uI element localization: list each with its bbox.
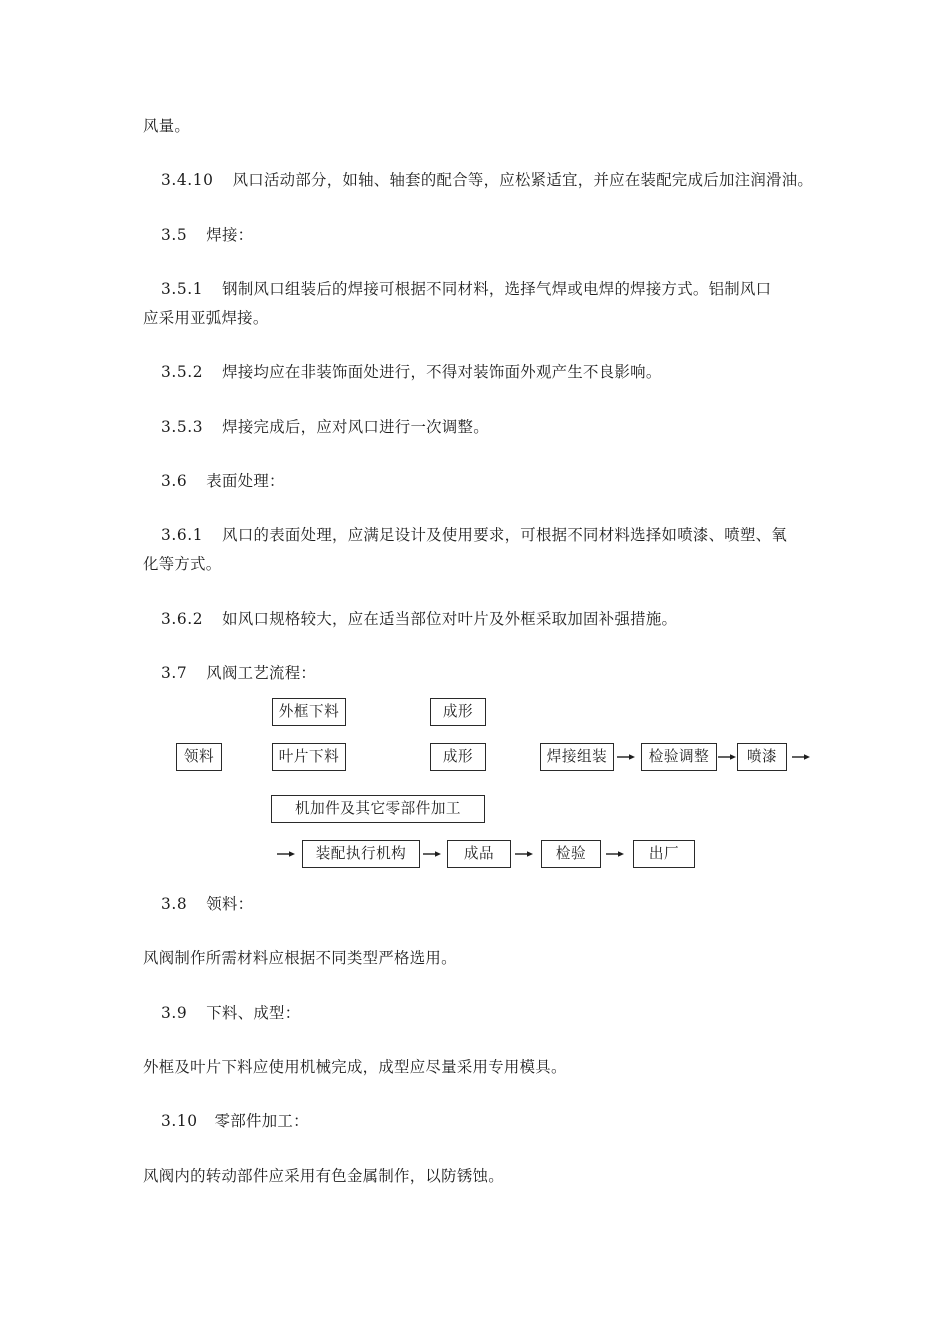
paragraph-number-3-6-1: 3.6.1 bbox=[161, 526, 204, 545]
flow-node-n9 bbox=[271, 795, 485, 823]
paragraph-3-9-body: 外框及叶片下料应使用机械完成，成型应尽量采用专用模具。 bbox=[143, 1057, 567, 1076]
flow-node-label: 成品 bbox=[463, 844, 495, 862]
flow-node-n11 bbox=[447, 840, 511, 868]
flow-node-n6 bbox=[540, 743, 614, 771]
paragraph-number-3-5-1: 3.5.1 bbox=[161, 279, 204, 298]
flow-node-n10 bbox=[302, 840, 420, 868]
paragraph-3-6 bbox=[143, 467, 833, 496]
flow-node-label: 机加件及其它零部件加工 bbox=[294, 799, 462, 817]
paragraph-text-3-5-1: 钢制风口组装后的焊接可根据不同材料，选择气焊或电焊的焊接方式。铝制风口 bbox=[222, 279, 772, 298]
flow-node-label: 领料 bbox=[183, 747, 215, 765]
paragraph-number-3-5-2: 3.5.2 bbox=[161, 363, 204, 382]
flow-node-n2 bbox=[430, 698, 486, 726]
flow-arrow-icon-a6 bbox=[514, 840, 534, 868]
paragraph-text-3-9: 下料、成型： bbox=[206, 1003, 301, 1022]
flow-arrow-icon-a4 bbox=[276, 840, 296, 868]
flow-node-label: 叶片下料 bbox=[278, 747, 340, 765]
paragraph-3-5 bbox=[143, 221, 833, 250]
flow-node-n7 bbox=[641, 743, 717, 771]
process-flowchart bbox=[143, 698, 833, 876]
flow-node-n12 bbox=[541, 840, 601, 868]
paragraph-3-5-1 bbox=[143, 275, 833, 304]
paragraph-text-3-5-2: 焊接均应在非装饰面处进行，不得对装饰面外观产生不良影响。 bbox=[222, 363, 662, 382]
flow-node-label: 检验 bbox=[555, 844, 587, 862]
paragraph-3-9 bbox=[143, 999, 833, 1028]
paragraph-text-3-6: 表面处理： bbox=[206, 471, 285, 490]
flow-arrow-icon-a2 bbox=[717, 743, 737, 771]
paragraph-text-3-8: 领料： bbox=[206, 895, 254, 914]
paragraph-number-3-5: 3.5 bbox=[161, 225, 188, 244]
flow-node-n13 bbox=[633, 840, 695, 868]
document-body bbox=[143, 112, 833, 1216]
paragraph-3-6-1-continuation: 化等方式。 bbox=[143, 555, 222, 574]
paragraph-3-5-1-continuation: 应采用亚弧焊接。 bbox=[143, 309, 269, 328]
paragraph-text-3-5-3: 焊接完成后，应对风口进行一次调整。 bbox=[222, 417, 489, 436]
paragraph-number-3-8: 3.8 bbox=[161, 895, 188, 914]
paragraph-3-8 bbox=[143, 890, 833, 919]
paragraph-text-3-10: 零部件加工： bbox=[214, 1112, 309, 1131]
flow-arrow-icon-a3 bbox=[791, 743, 811, 771]
paragraph-3-4-10 bbox=[143, 166, 833, 195]
paragraph-number-3-7: 3.7 bbox=[161, 663, 188, 682]
paragraph-3-6-1 bbox=[143, 521, 833, 550]
paragraph-text-3-7: 风阀工艺流程： bbox=[206, 663, 317, 682]
flow-node-label: 成形 bbox=[442, 747, 474, 765]
flow-node-label: 焊接组装 bbox=[546, 747, 608, 765]
paragraph-number-3-5-3: 3.5.3 bbox=[161, 417, 204, 436]
paragraph-number-3-10: 3.10 bbox=[161, 1112, 198, 1131]
paragraph-3-5-2 bbox=[143, 358, 833, 387]
flow-node-n3 bbox=[176, 743, 222, 771]
flow-arrow-icon-a1 bbox=[616, 743, 636, 771]
paragraph-text-3-6-2: 如风口规格较大，应在适当部位对叶片及外框采取加固补强措施。 bbox=[222, 609, 678, 628]
paragraph-3-8-body: 风阀制作所需材料应根据不同类型严格选用。 bbox=[143, 949, 457, 968]
paragraph-3-6-2 bbox=[143, 605, 833, 634]
paragraph-number-3-6-2: 3.6.2 bbox=[161, 609, 204, 628]
flow-node-label: 喷漆 bbox=[746, 747, 778, 765]
paragraph-continuation-fengliang: 风量。 bbox=[143, 117, 191, 135]
paragraph-number-3-4-10: 3.4.10 bbox=[161, 171, 214, 190]
flow-node-label: 检验调整 bbox=[648, 747, 710, 765]
flow-node-label: 出厂 bbox=[648, 844, 680, 862]
flow-node-label: 成形 bbox=[442, 702, 474, 720]
flow-arrow-icon-a5 bbox=[422, 840, 442, 868]
paragraph-text-3-6-1: 风口的表面处理，应满足设计及使用要求，可根据不同材料选择如喷漆、喷塑、氧 bbox=[222, 526, 788, 545]
paragraph-text-3-5: 焊接： bbox=[206, 225, 254, 244]
flow-arrow-icon-a7 bbox=[605, 840, 625, 868]
paragraph-number-3-6: 3.6 bbox=[161, 471, 188, 490]
flow-node-label: 外框下料 bbox=[278, 702, 340, 720]
paragraph-number-3-9: 3.9 bbox=[161, 1003, 188, 1022]
paragraph-text-3-4-10: 风口活动部分，如轴、轴套的配合等，应松紧适宜，并应在装配完成后加注润滑油。 bbox=[232, 171, 814, 190]
paragraph-3-5-3 bbox=[143, 413, 833, 442]
flow-node-n8 bbox=[737, 743, 787, 771]
paragraph-3-7 bbox=[143, 659, 833, 688]
paragraph-3-10 bbox=[143, 1107, 833, 1136]
flow-node-n5 bbox=[430, 743, 486, 771]
flow-node-label: 装配执行机构 bbox=[315, 844, 407, 862]
flow-node-n1 bbox=[272, 698, 346, 726]
flow-node-n4 bbox=[272, 743, 346, 771]
paragraph-3-10-body: 风阀内的转动部件应采用有色金属制作，以防锈蚀。 bbox=[143, 1166, 504, 1185]
